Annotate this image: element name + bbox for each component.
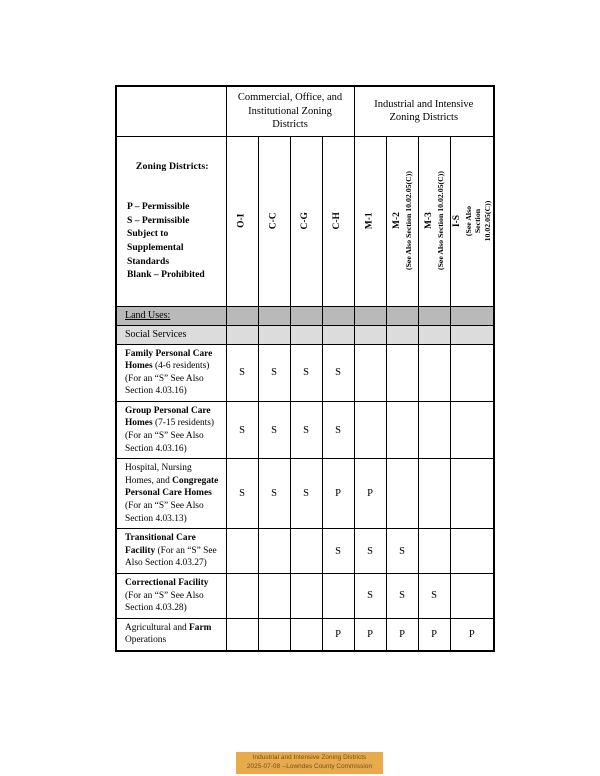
permission-cell: S: [354, 574, 386, 619]
permission-cell: [418, 459, 450, 529]
permission-cell: [450, 574, 494, 619]
permission-cell: [418, 401, 450, 458]
group-header-commercial: Commercial, Office, and Institutional Zoning Districts: [226, 86, 354, 136]
district-header-row: [116, 136, 494, 306]
legend-line: P – Permissible: [127, 201, 190, 213]
section-row-cell: [322, 306, 354, 325]
table-row: [116, 529, 494, 574]
permission-cell: [386, 459, 418, 529]
section-row-cell: [258, 306, 290, 325]
district-column-m-1: [354, 136, 386, 306]
district-code-note: (See Also Section 10.02.05(C)): [403, 171, 413, 271]
permission-cell: P: [354, 459, 386, 529]
permission-cell: [418, 344, 450, 401]
section-row-cell: [450, 325, 494, 344]
permission-cell: P: [322, 618, 354, 651]
section-row-cell: [354, 306, 386, 325]
permission-cell: P: [322, 459, 354, 529]
permission-cell: P: [450, 618, 494, 651]
permission-cell: S: [226, 401, 258, 458]
permission-cell: S: [258, 401, 290, 458]
permission-cell: P: [418, 618, 450, 651]
permission-cell: P: [386, 618, 418, 651]
permission-cell: [450, 529, 494, 574]
section-row: [116, 306, 494, 325]
permission-cell: [386, 344, 418, 401]
permission-cell: [258, 574, 290, 619]
district-code-label: C-H: [332, 212, 343, 230]
section-row-cell: [290, 306, 322, 325]
permission-cell: [354, 344, 386, 401]
table-row: [116, 574, 494, 619]
legend-line: S – Permissible: [127, 214, 190, 226]
district-column-c-g: [290, 136, 322, 306]
permission-cell: S: [386, 529, 418, 574]
legend-line: Blank – Prohibited: [127, 269, 205, 281]
permission-cell: [226, 618, 258, 651]
section-row-cell: [418, 306, 450, 325]
footer-stamp: [236, 752, 383, 774]
section-label-social-services: [116, 325, 226, 344]
permission-cell: S: [418, 574, 450, 619]
district-column-o-i: [226, 136, 258, 306]
legend-cell: [116, 136, 226, 306]
permission-cell: [354, 401, 386, 458]
district-code-note: (See Also Section 10.02.05(C)): [463, 200, 492, 242]
section-row-cell: [354, 325, 386, 344]
permission-cell: [290, 529, 322, 574]
permission-cell: S: [258, 459, 290, 529]
legend-line: Supplemental: [127, 241, 184, 253]
permission-cell: [450, 459, 494, 529]
permission-cell: S: [226, 459, 258, 529]
legend-line: Standards: [127, 255, 170, 267]
section-row-cell: [258, 325, 290, 344]
corner-blank-cell: [116, 86, 226, 136]
permission-cell: [386, 401, 418, 458]
district-code-label: M-2: [391, 212, 402, 230]
section-row-cell: [226, 325, 258, 344]
legend-title: Zoning Districts:: [135, 161, 209, 173]
district-code-note: (See Also Section 10.02.05(C)): [435, 171, 445, 271]
permission-cell: [258, 529, 290, 574]
permission-cell: P: [354, 618, 386, 651]
zoning-land-use-table: [115, 85, 495, 652]
land-use-label: Group Personal Care Homes (7-15 residents) (For an “S” See Also Section 4.03.16): [116, 401, 226, 458]
permission-cell: S: [226, 344, 258, 401]
land-use-label: Family Personal Care Homes (4-6 residents) (For an “S” See Also Section 4.03.16): [116, 344, 226, 401]
land-use-label: Agricultural and Farm Operations: [116, 618, 226, 651]
section-row-cell: [418, 325, 450, 344]
table-row: [116, 459, 494, 529]
land-use-label: Transitional Care Facility (For an “S” See Also Section 4.03.27): [116, 529, 226, 574]
district-code-label: O-I: [236, 213, 247, 229]
section-row-cell: [450, 306, 494, 325]
section-row-cell: [322, 325, 354, 344]
district-code-label: M-3: [423, 212, 434, 230]
section-row-cell: [290, 325, 322, 344]
section-row-cell: [226, 306, 258, 325]
footer-stamp-line1: Industrial and Intensive Zoning Districts: [252, 754, 367, 761]
district-column-c-c: [258, 136, 290, 306]
permission-cell: S: [354, 529, 386, 574]
permission-cell: S: [290, 401, 322, 458]
district-code-label: M-1: [364, 212, 375, 230]
section-label-text: Land Uses:: [125, 310, 171, 321]
district-code-label: C-G: [300, 212, 311, 230]
land-use-label: Hospital, Nursing Homes, and Congregate Personal Care Homes (For an “S” See Also Section 4.03.13): [116, 459, 226, 529]
permission-cell: S: [386, 574, 418, 619]
district-code-label: I-S: [451, 214, 462, 228]
permission-cell: [418, 529, 450, 574]
footer-stamp-line2: 2025-07-08 --Lowndes County Commission: [246, 763, 373, 771]
table-row: [116, 618, 494, 651]
section-row: [116, 325, 494, 344]
table-row: [116, 344, 494, 401]
permission-cell: [450, 401, 494, 458]
legend-line: Subject to: [127, 228, 169, 240]
permission-cell: [226, 529, 258, 574]
permission-cell: [226, 574, 258, 619]
permission-cell: S: [258, 344, 290, 401]
permission-cell: [290, 618, 322, 651]
permission-cell: [450, 344, 494, 401]
district-column-m-2: [386, 136, 418, 306]
section-label-land-uses: [116, 306, 226, 325]
district-column-i-s: [450, 136, 494, 306]
section-row-cell: [386, 306, 418, 325]
permission-cell: [258, 618, 290, 651]
permission-cell: [322, 574, 354, 619]
district-column-m-3: [418, 136, 450, 306]
permission-cell: S: [322, 401, 354, 458]
group-header-row: [116, 86, 494, 136]
district-column-c-h: [322, 136, 354, 306]
permission-cell: S: [322, 344, 354, 401]
permission-cell: [290, 574, 322, 619]
table-row: [116, 401, 494, 458]
permission-cell: S: [290, 344, 322, 401]
permission-cell: S: [290, 459, 322, 529]
land-use-label: Correctional Facility (For an “S” See Also Section 4.03.28): [116, 574, 226, 619]
permission-cell: S: [322, 529, 354, 574]
section-label-text: Social Services: [125, 329, 187, 340]
district-code-label: C-C: [268, 212, 279, 230]
legend-body: [127, 200, 218, 282]
section-row-cell: [386, 325, 418, 344]
group-header-industrial: Industrial and Intensive Zoning Districts: [354, 86, 494, 136]
